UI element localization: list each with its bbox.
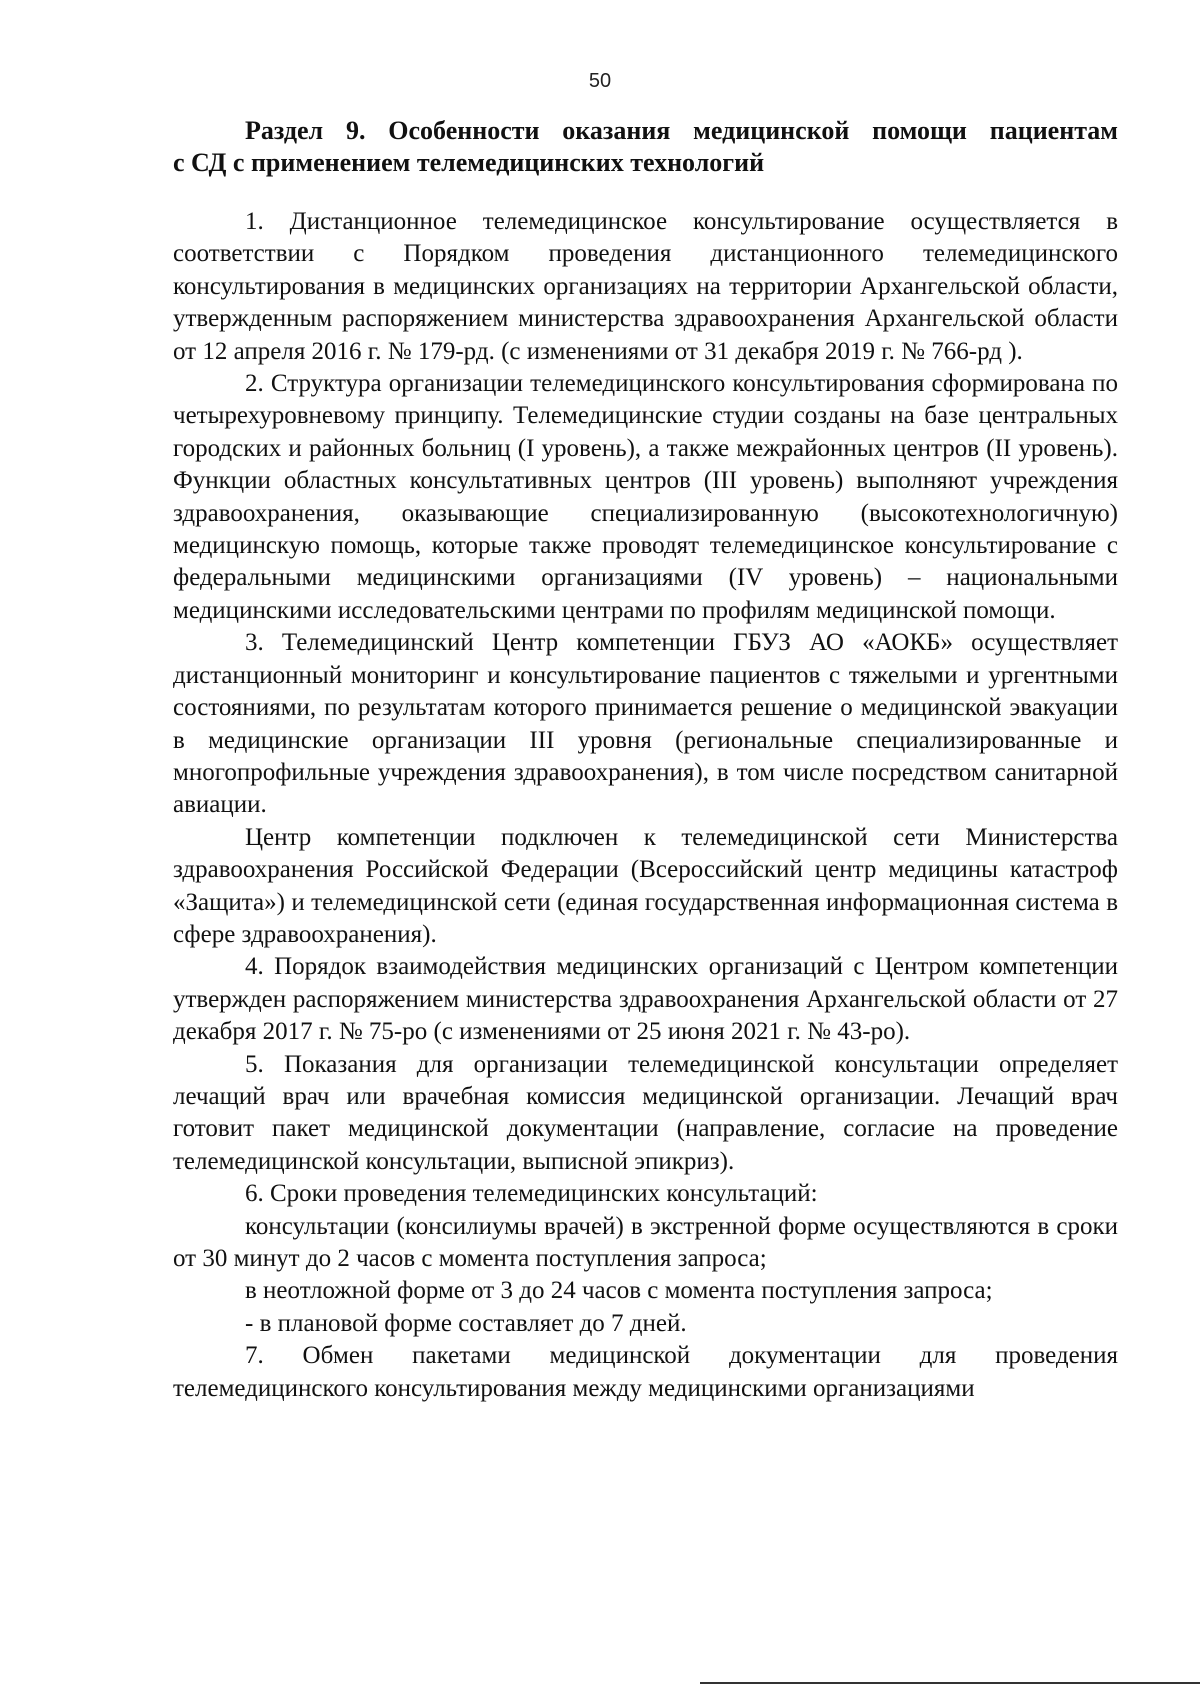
paragraph-1: 1. Дистанционное телемедицинское консультирование осуществляется в соответствии с Порядком проведения дистанционного телемедицинского консультирования в медицинских организациях на территории Архангельской области, утвержденным распоряжением министерства здравоохранения Архангельской области от 12 апреля 2016 г. № 179-рд. (с изменениями от 31 декабря 2019 г. № 766-рд ). (173, 208, 1118, 365)
section-heading-line-2: с СД с применением телемедицинских технологий (173, 148, 765, 177)
paragraph-6-item-emergency: консультации (консилиумы врачей) в экстренной форме осуществляются в сроки от 30 минут до 2 часов с момента поступления запроса; (173, 1212, 1118, 1272)
footer-rule (700, 1682, 1200, 1684)
body-text (173, 206, 1118, 1405)
section-heading (173, 115, 1118, 179)
paragraph-6: 6. Сроки проведения телемедицинских консультаций: (245, 1180, 818, 1208)
paragraph-2: 2. Структура организации телемедицинского консультирования сформирована по четырехуровневому принципу. Телемедицинские студии созданы на базе центральных городских и районных больниц (I уровень), а также межрайонных центров (II уровень). Функции областных консультативных центров (III уровень) выполняют учреждения здравоохранения, оказывающие специализированную (высокотехнологичную) медицинскую помощь, которые также проводят телемедицинское консультирование с федеральными медицинскими организациями (IV уровень) – национальными медицинскими исследовательскими центрами по профилям медицинской помощи. (173, 370, 1118, 624)
paragraph-3-continued: Центр компетенции подключен к телемедицинской сети Министерства здравоохранения Российской Федерации (Всероссийский центр медицины катастроф «Защита») и телемедицинской сети (единая государственная информационная система в сфере здравоохранения). (173, 823, 1118, 948)
paragraph-6-item-planned: - в плановой форме составляет до 7 дней. (245, 1309, 687, 1337)
page-number: 50 (588, 70, 612, 92)
paragraph-3: 3. Телемедицинский Центр компетенции ГБУЗ АО «АОКБ» осуществляет дистанционный мониторинг и консультирование пациентов с тяжелыми и ургентными состояниями, по результатам которого принимается решение о медицинской эвакуации в медицинские организации III уровня (региональные специализированные и многопрофильные учреждения здравоохранения), в том числе посредством санитарной авиации. (173, 629, 1118, 819)
paragraph-7: 7. Обмен пакетами медицинской документации для проведения телемедицинского консультирования между медицинскими организациями (173, 1342, 1118, 1402)
paragraph-4: 4. Порядок взаимодействия медицинских организаций с Центром компетенции утвержден распоряжением министерства здравоохранения Архангельской области от 27 декабря 2017 г. № 75-ро (с изменениями от 25 июня 2021 г. № 43-ро). (173, 953, 1118, 1046)
section-heading-line-1: Раздел 9. Особенности оказания медицинской помощи пациентам (245, 116, 1118, 145)
paragraph-6-item-urgent: в неотложной форме от 3 до 24 часов с момента поступления запроса; (245, 1277, 993, 1305)
paragraph-5: 5. Показания для организации телемедицинской консультации определяет лечащий врач или врачебная комиссия медицинской организации. Лечащий врач готовит пакет медицинской документации (направление, согласие на проведение телемедицинской консультации, выписной эпикриз). (173, 1050, 1118, 1175)
